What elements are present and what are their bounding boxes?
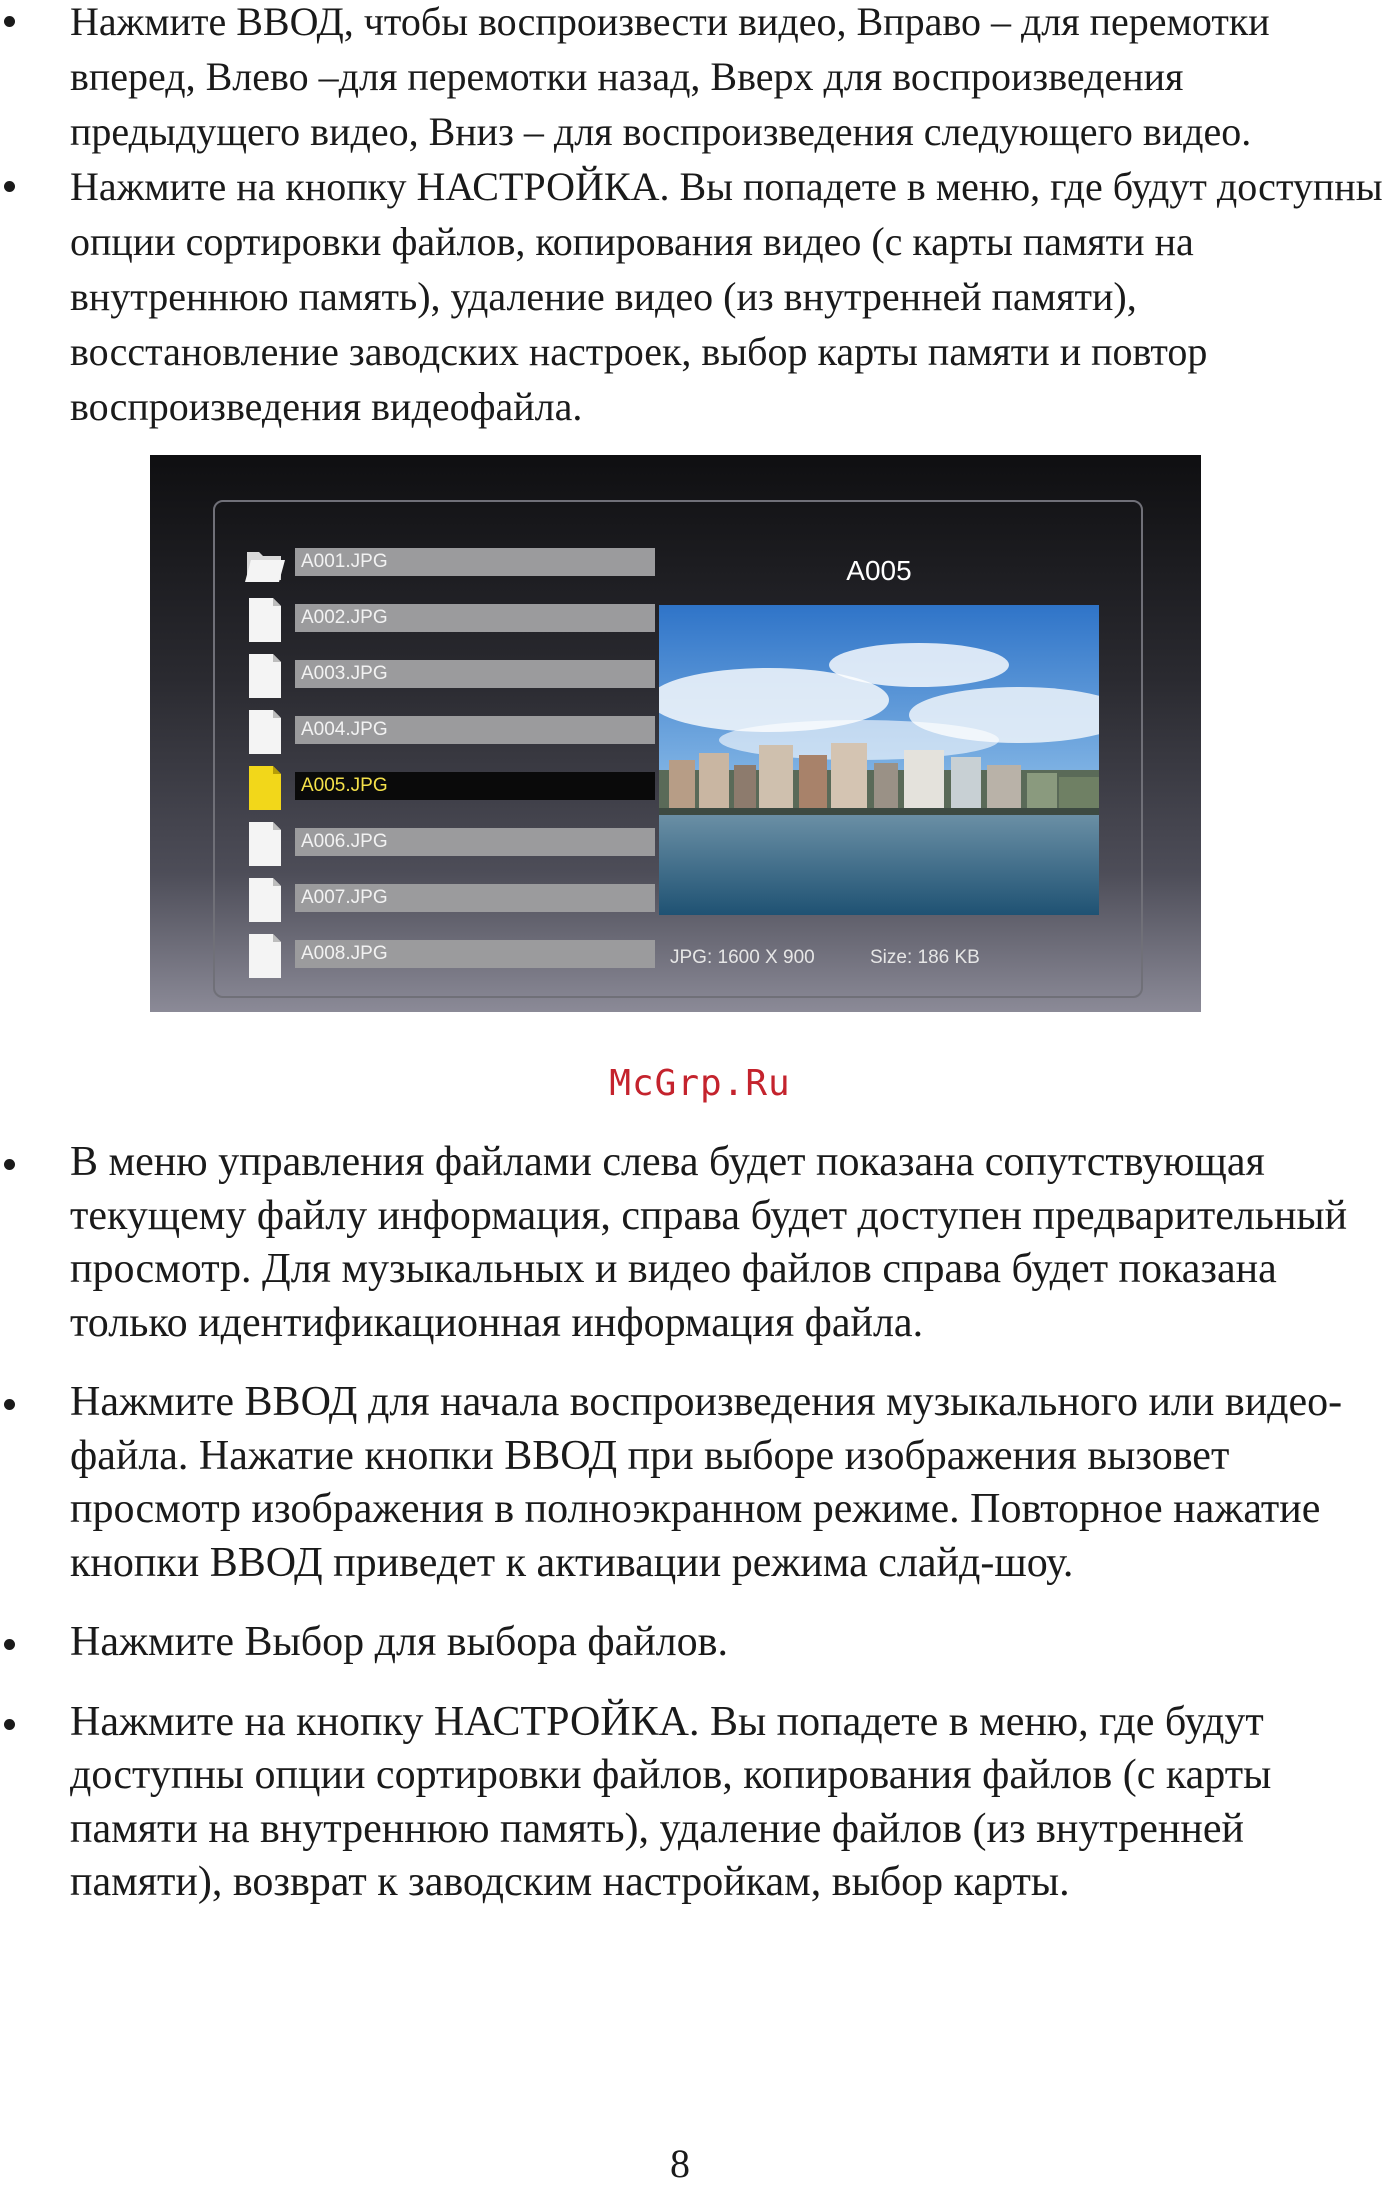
file-row[interactable] xyxy=(245,604,655,636)
file-name: A005.JPG xyxy=(295,772,655,800)
bullet-text: Нажмите на кнопку НАСТРОЙКА. Вы попадете в меню, где будут доступны опции сортировки файлов, копирования видео (с карты памяти на внутреннюю память), удаление видео (из внутренней памяти), восстановление заводских настроек, выбор карты памяти и повтор воспроизведения видеофайла. xyxy=(70,164,1383,429)
bullet-select-files xyxy=(0,1616,1400,1670)
bullet-dot xyxy=(4,1719,15,1730)
bullet-text: Нажмите Выбор для выбора файлов. xyxy=(70,1619,728,1665)
file-icon xyxy=(245,596,285,644)
bullet-file-manager-info xyxy=(0,1136,1400,1350)
file-row[interactable] xyxy=(245,940,655,972)
file-icon xyxy=(245,708,285,756)
bullet-settings-video xyxy=(0,159,1400,434)
file-row[interactable] xyxy=(245,660,655,692)
file-row[interactable] xyxy=(245,716,655,748)
bullet-dot xyxy=(4,181,15,192)
file-icon xyxy=(245,820,285,868)
bullet-dot xyxy=(4,1159,15,1170)
file-name: A007.JPG xyxy=(295,884,655,912)
image-format-info: JPG: 1600 X 900 xyxy=(670,947,815,968)
bullet-text: Нажмите на кнопку НАСТРОЙКА. Вы попадете в меню, где будут доступны опции сортировки файлов, копирования файлов (с карты памяти на внутреннюю память), удаление файлов (из внутренней памяти), возврат к заводским настройкам, выбор карты. xyxy=(70,1698,1272,1905)
file-row-selected[interactable] xyxy=(245,772,655,804)
file-icon xyxy=(245,764,285,812)
file-row[interactable] xyxy=(245,828,655,860)
file-icon xyxy=(245,932,285,980)
folder-icon xyxy=(245,540,285,588)
file-name: A004.JPG xyxy=(295,716,655,744)
file-name: A003.JPG xyxy=(295,660,655,688)
file-name: A006.JPG xyxy=(295,828,655,856)
bullet-text: В меню управления файлами слева будет показана сопутствующая текущему файлу информация, справа будет доступен предварительный просмотр. Для музыкальных и видео файлов справа будет показана только идентификационная информация файла. xyxy=(70,1139,1348,1346)
bullet-text: Нажмите ВВОД для начала воспроизведения музыкального или видео-файла. Нажатие кнопки ВВОД при выборе изображения вызовет просмотр изображения в полноэкранном режиме. Повторное нажатие кнопки ВВОД приведет к активации режима слайд-шоу. xyxy=(70,1379,1343,1586)
bullet-dot xyxy=(4,16,15,27)
top-bullet-list xyxy=(0,0,1400,434)
bullet-dot xyxy=(4,1399,15,1410)
bullet-enter-playback xyxy=(0,1376,1400,1590)
bullet-text: Нажмите ВВОД, чтобы воспроизвести видео, Вправо – для перемотки вперед, Влево –для перемотки назад, Вверх для воспроизведения предыдущего видео, Вниз – для воспроизведения следующего видео. xyxy=(70,0,1270,154)
file-row[interactable] xyxy=(245,548,655,580)
preview-image xyxy=(659,605,1099,915)
bullet-playback-controls xyxy=(0,0,1400,159)
file-browser-screenshot xyxy=(150,455,1201,1012)
bullet-settings-files xyxy=(0,1696,1400,1910)
bullet-dot xyxy=(4,1639,15,1650)
page-number: 8 xyxy=(670,2141,690,2186)
preview-title: A005 xyxy=(846,555,912,586)
file-browser-panel xyxy=(213,500,1143,998)
watermark: McGrp.Ru xyxy=(609,1063,791,1104)
file-name: A001.JPG xyxy=(295,548,655,576)
file-icon xyxy=(245,652,285,700)
image-size-info: Size: 186 KB xyxy=(870,947,980,968)
bottom-bullet-list xyxy=(0,1136,1400,1936)
file-icon xyxy=(245,876,285,924)
file-name: A008.JPG xyxy=(295,940,655,968)
file-name: A002.JPG xyxy=(295,604,655,632)
file-row[interactable] xyxy=(245,884,655,916)
